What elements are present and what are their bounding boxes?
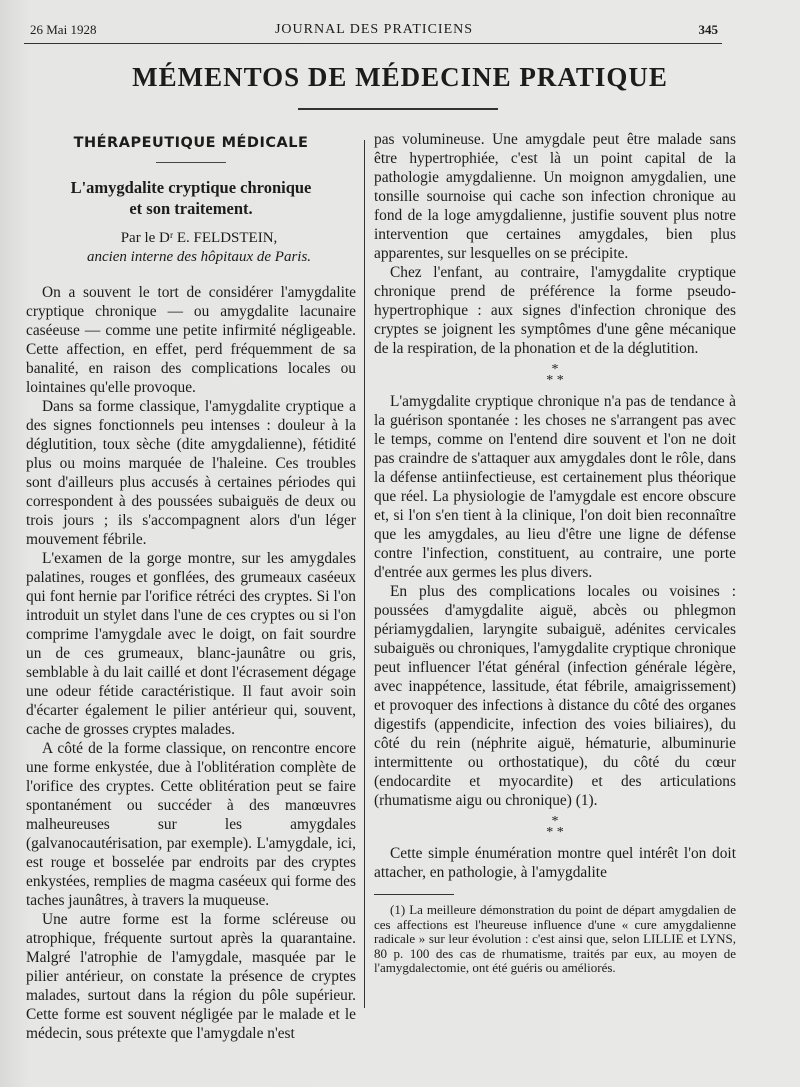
affiliation: ancien interne des hôpitaux de Paris. <box>86 249 312 265</box>
paragraph: L'amygdalite cryptique chronique n'a pas de tendance à la guérison spontanée : les choses ne s'arrangent pas avec le temps, comme on l'entend dire souvent et l'on ne doit pas craindre de s'attaquer aux amygdales dont le rôle, dans la défense antiinfectieuse, est certainement plus théorique que réel. La physiologie de l'amygdale est encore obscure et, si l'on s'en tient à la clinique, l'on doit bien reconnaître que les amygdales, au lieu d'être une ligne de défense contre l'infection, constituent, au contraire, une porte d'entrée aux germes les plus divers. <box>374 393 736 581</box>
right-column <box>374 130 736 976</box>
paragraph: Chez l'enfant, au contraire, l'amygdalite cryptique chronique prend de préférence la forme pseudo-hypertrophique : aux signes d'infection chronique des cryptes se joignent les symptômes d'une gêne mécanique de la respiration, de la phonation et de la déglutition. <box>374 264 736 357</box>
asterism-divider: * * * <box>546 814 564 840</box>
banner-title: MÉMENTOS DE MÉDECINE PRATIQUE <box>132 62 668 92</box>
article-title <box>26 177 356 219</box>
left-column <box>26 130 356 1043</box>
asterism-divider: * * * <box>546 362 564 388</box>
article-title-line2: et son traitement. <box>129 199 253 218</box>
section-rule <box>156 162 226 163</box>
paragraph: Dans sa forme classique, l'amygdalite cryptique a des signes fonctionnels peu intenses : douleur à la déglutition, toux sèche (dite amygdalienne), fétidité plus ou moins marquée de l'haleine. Ces troubles sont d'ailleurs plus accusés à certaines périodes qui correspondent à des poussées subaiguës de deux ou trois jours ; ils s'accompagnent alors d'un léger mouvement fébrile. <box>26 398 356 548</box>
running-head <box>30 22 718 42</box>
footnote-rule <box>374 894 454 895</box>
paragraph: En plus des complications locales ou voisines : poussées d'amygdalite aiguë, abcès ou phlegmon périamygdalien, laryngite subaiguë, adénites cervicales subaiguës ou chroniques, l'amygdalite cryptique chronique peut influencer l'état général (infection générale légère, avec inappétence, lassitude, état fébrile, amaigrissement) et provoquer des infections à distance du côté des organes digestifs (appendicite, infection des voies biliaires), du côté du rein (néphrite aiguë, hématurie, albuminurie intermittente ou orthostatique), du côté du cœur (endocardite et myocardite) et des articulations (rhumatisme aigu ou chronique) (1). <box>374 583 736 809</box>
banner-rule <box>298 108 498 110</box>
article-title-line1: L'amygdalite cryptique chronique <box>70 178 312 197</box>
byline: Par le Dʳ E. FELDSTEIN, <box>120 230 278 246</box>
paragraph: pas volumineuse. Une amygdale peut être malade sans être hypertrophiée, c'est là un point capital de la pathologie amygdalienne. Un moignon amygdalien, une tonsille sournoise qui cache son infection chronique au fond de la loge amygdalienne, justifie souvent plus notre intervention que certaines amygdales, bien plus apparentes, sur lesquelles on se précipite. <box>374 131 736 262</box>
paragraph: Une autre forme est la forme scléreuse ou atrophique, fréquente surtout après la quarantaine. Malgré l'atrophie de l'amygdale, masquée par le pilier antérieur, on constate la présence de cryptes malades, surtout dans la région du pôle supérieur. Cette forme est souvent négligée par le malade et le médecin, sous prétexte que l'amygdale n'est <box>26 911 356 1042</box>
column-divider <box>364 140 365 1008</box>
journal-name: JOURNAL DES PRATICIENS <box>274 22 474 37</box>
paragraph: Cette simple énumération montre quel intérêt l'on doit attacher, en pathologie, à l'amygdalite <box>374 845 736 881</box>
page-number: 345 <box>698 22 718 37</box>
footnote: (1) La meilleure démonstration du point de départ amygdalien de ces affections est l'heureuse influence d'une « cure amygdalienne radicale » sur leur évolution : c'est ainsi que, selon LILLIE et LYNS, 80 p. 100 des cas de rhumatisme, traités par eux, au moyen de l'amygdalectomie, ont été guéris ou améliorés. <box>374 902 736 975</box>
paragraph: A côté de la forme classique, on rencontre encore une forme enkystée, due à l'oblitération complète de l'orifice des cryptes. Cette oblitération peut se faire spontanément ou succéder à des manœuvres malheureuses sur les amygdales (galvanocautérisation, par exemple). L'amygdale, ici, est rouge et bosselée par endroits par des cryptes enkystées, remplies de magma caséeux qui forme des taches jaunâtres, à travers la muqueuse. <box>26 740 356 909</box>
paragraph: L'examen de la gorge montre, sur les amygdales palatines, rouges et gonflées, des grumeaux caséeux qui font hernie par l'orifice rétréci des cryptes. Si l'on introduit un stylet dans l'une de ces cryptes ou si l'on comprime l'amygdale avec le doigt, on fait sourdre un de ces grumeaux, blanc-jaunâtre ou gris, semblable à du lait caillé et dont l'écrasement dégage une odeur fétide caractéristique. Il faut avoir soin d'écarter également le pilier antérieur qui, souvent, cache de grosses cryptes malades. <box>26 550 356 738</box>
section-title: THÉRAPEUTIQUE MÉDICALE <box>73 135 309 151</box>
issue-date: 26 Mai 1928 <box>30 22 97 37</box>
paragraph: On a souvent le tort de considérer l'amygdalite cryptique chronique — ou amygdalite lacunaire caséeuse — comme une petite infirmité négligeable. Cette affection, en effet, perd fréquemment de sa banalité, en raison des complications locales ou lointaines qu'elle provoque. <box>26 284 356 396</box>
header-rule <box>24 43 722 44</box>
